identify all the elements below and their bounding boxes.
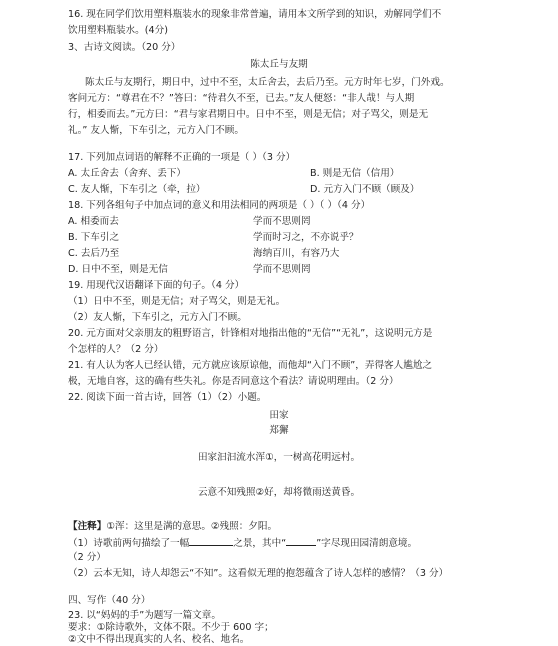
q22-part-1-a: （1）诗歌前两句描绘了一幅 xyxy=(68,538,190,549)
q18-row-b-left: B. 下车引之 xyxy=(68,232,120,243)
passage-line-4: 礼。” 友人惭，下车引之，元方入门不顾。 xyxy=(68,125,244,136)
poem-note xyxy=(68,520,277,533)
poem-line-1: 田家汩汩流水浑①，一树高花明远村。 xyxy=(197,452,361,463)
section-3-header: 3、古诗文阅读。（20 分） xyxy=(68,42,181,53)
q18-row-c-right: 海纳百川，有容乃大 xyxy=(253,248,340,259)
q21-line-1: 21. 有人认为客人已经认错，元方就应该原谅他，而他却“入门不顾”，弄得客人尴尬之 xyxy=(68,360,433,371)
q17-option-c: C. 友人惭，下车引之（牵，拉） xyxy=(68,184,206,195)
note-label: 【注释】 xyxy=(68,521,107,532)
q23-stem: 23. 以“妈妈的手”为题写一篇文章。 xyxy=(68,610,221,621)
q16-line-2: 饮用塑料瓶装水。(4分) xyxy=(68,25,168,36)
q18-row-d-left: D. 日中不至，则是无信 xyxy=(68,264,168,275)
answer-blank-2[interactable] xyxy=(286,536,316,546)
q22-stem: 22. 阅读下面一首古诗，回答（1）（2）小题。 xyxy=(68,392,267,403)
passage-line-2: 客问元方：“尊君在不？”答曰：“待君久不至，已去。”友人便怒：“非人哉！与人期 xyxy=(68,93,415,104)
poem-author: 郑獬 xyxy=(269,425,289,436)
q21-line-2: 极，无地自容，这的确有些失礼。你是否同意这个看法？请说明理由。（2 分） xyxy=(68,376,399,387)
q22-part-1-score: （2 分） xyxy=(68,552,106,563)
q18-row-a-left: A. 相委而去 xyxy=(68,216,119,227)
q18-row-d-right: 学而不思则罔 xyxy=(253,264,311,275)
q20-line-2: 个怎样的人？（2 分） xyxy=(68,344,164,355)
q20-line-1: 20. 元方面对父亲朋友的粗野语言，针锋相对地指出他的“无信”“无礼”，这说明元方是 xyxy=(68,328,433,339)
q22-part-2: （2）云本无知，诗人却怨云“不知”。这看似无理的抱怨蕴含了诗人怎样的感情？（3 分） xyxy=(68,568,449,579)
q17-option-d: D. 元方入门不顾（顾及） xyxy=(310,184,420,195)
q19-stem: 19. 用现代汉语翻译下面的句子。（4 分） xyxy=(68,280,245,291)
q18-row-a-right: 学而不思则罔 xyxy=(253,216,311,227)
q18-row-c-left: C. 去后乃至 xyxy=(68,248,120,259)
q17-stem: 17. 下列加点词语的解释不正确的一项是（ ）（3 分） xyxy=(68,152,296,163)
q23-requirement-2: ②文中不得出现真实的人名、校名、地名。 xyxy=(68,634,250,645)
passage-line-1: 陈太丘与友期行，期日中，过中不至，太丘舍去，去后乃至。元方时年七岁，门外戏。 xyxy=(85,77,450,88)
q17-option-b: B. 则是无信（信用） xyxy=(310,168,400,179)
passage-title: 陈太丘与友期 xyxy=(250,59,308,70)
passage-line-3: 行，相委而去。”元方曰：“君与家君期日中。日中不至，则是无信；对子骂父，则是无 xyxy=(68,109,429,120)
section-4-header: 四、写作（40 分） xyxy=(68,595,151,606)
q17-option-a: A. 太丘舍去（舍弃、丢下） xyxy=(68,168,187,179)
q22-part-1-b: 之景，其中“ xyxy=(233,538,287,549)
q22-part-1-c: ”字尽现田园清朗意境。 xyxy=(316,538,418,549)
q19-sentence-2: （2）友人惭，下车引之，元方入门不顾。 xyxy=(68,312,247,323)
q18-row-b-right: 学而时习之，不亦说乎？ xyxy=(253,232,359,243)
q18-stem: 18. 下列各组句子中加点词的意义和用法相同的两项是（ ）（ ）（4 分） xyxy=(68,200,371,211)
q22-part-1 xyxy=(68,536,417,550)
q16-line-1: 16. 现在同学们饮用塑料瓶装水的现象非常普遍，请用本文所学到的知识，劝解同学们不 xyxy=(68,9,442,20)
poem-title: 田家 xyxy=(269,410,289,421)
answer-blank-1[interactable] xyxy=(189,536,233,546)
q23-requirement: 要求：①除诗歌外，文体不限。不少于 600 字； xyxy=(68,622,274,633)
q19-sentence-1: （1）日中不至，则是无信；对子骂父，则是无礼。 xyxy=(68,296,286,307)
note-text: ①浑：这里是满的意思。②残照：夕阳。 xyxy=(106,521,278,532)
poem-line-2: 云意不知残照②好，却将微雨送黄昏。 xyxy=(197,487,361,498)
